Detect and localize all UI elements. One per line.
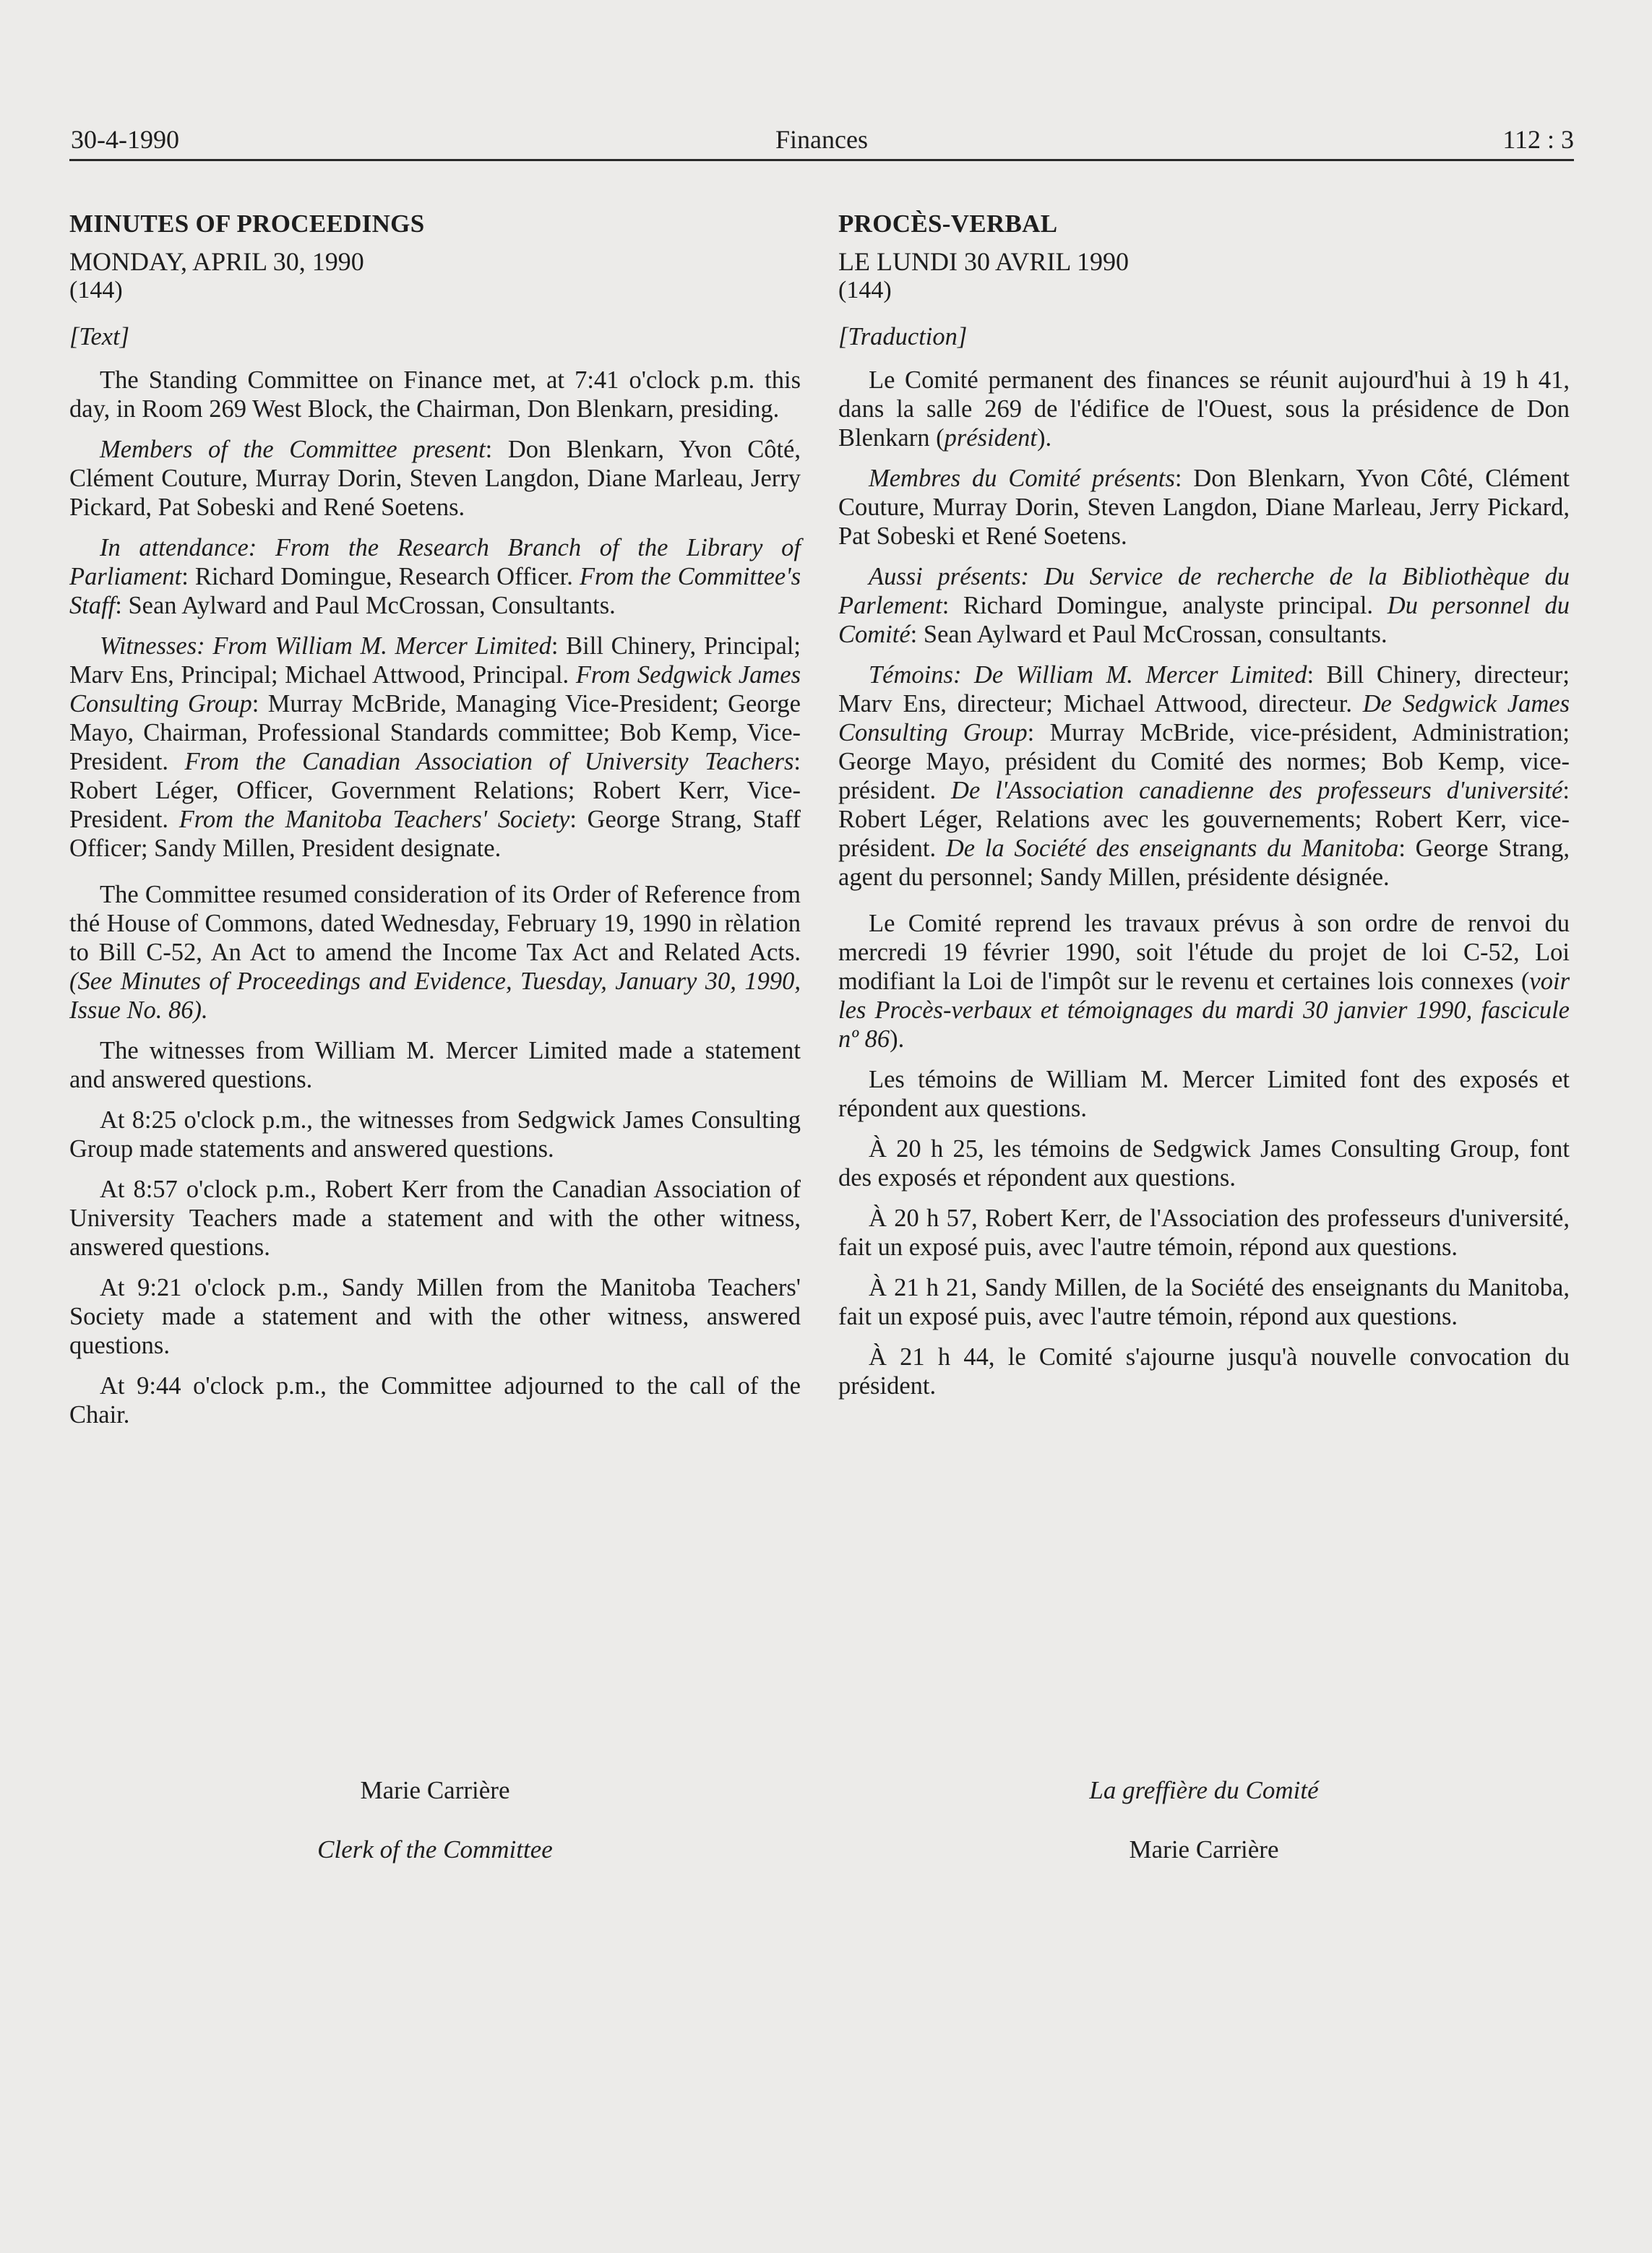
- french-paragraph-members: Membres du Comité présents: Don Blenkarn, Yvon Côté, Clément Couture, Murray Dorin, Steven Langdon, Diane Marleau, Jerry Pickard, Pat Sobeski et René Soetens.: [838, 465, 1570, 550]
- french-sitting-number: (144): [838, 277, 892, 303]
- french-paragraph-meeting: Le Comité permanent des finances se réunit aujourd'hui à 19 h 41, dans la salle 269 de l'édifice de l'Ouest, sous la présidence de Don Blenkarn (président).: [838, 366, 1570, 452]
- french-paragraph-order-of-reference: Le Comité reprend les travaux prévus à son ordre de renvoi du mercredi 19 février 1990, soit l'étude du projet de loi C-52, Loi modifiant la Loi de l'impôt sur le revenu et certaines lois connexes (voir les Procès-verbaux et témoignages du mardi 30 janvier 1990, fascicule nº 86).: [838, 910, 1570, 1053]
- english-heading: MINUTES OF PROCEEDINGS: [69, 210, 425, 238]
- french-paragraph-mercer: Les témoins de William M. Mercer Limited font des exposés et répondent aux questions.: [838, 1066, 1570, 1122]
- english-paragraph-witnesses: Witnesses: From William M. Mercer Limited: Bill Chinery, Principal; Marv Ens, Principal; Michael Attwood, Principal. From Sedgwick James Consulting Group: Murray McBride, Managing Vice-President; George Mayo, Chairman, Professional Standards committee; Bob Kemp, Vice-President. From the Canadian Association of University Teachers: Robert Léger, Officer, Government Relations; Robert Kerr, Vice-President. From the Manitoba Teachers' Society: George Strang, Staff Officer; Sandy Millen, President designate.: [69, 632, 801, 862]
- french-column: [838, 210, 1570, 1412]
- french-paragraph-adjourned: À 21 h 44, le Comité s'ajourne jusqu'à nouvelle convocation du président.: [838, 1343, 1570, 1400]
- french-paragraph-kerr: À 20 h 57, Robert Kerr, de l'Association des professeurs d'université, fait un exposé puis, avec l'autre témoin, répond aux questions.: [838, 1205, 1570, 1261]
- page-header: [69, 121, 1574, 161]
- header-title: Finances: [775, 125, 868, 154]
- french-signature-name: Marie Carrière: [1129, 1835, 1279, 1864]
- french-date: LE LUNDI 30 AVRIL 1990: [838, 247, 1129, 276]
- french-paragraph-witnesses: Témoins: De William M. Mercer Limited: Bill Chinery, directeur; Marv Ens, directeur; Michael Attwood, directeur. De Sedgwick James Consulting Group: Murray McBride, vice-président, Administration; George Mayo, président du Comité des normes; Bob Kemp, vice-président. De l'Association canadienne des professeurs d'université: Robert Léger, Relations avec les gouvernements; Robert Kerr, vice-président. De la Société des enseignants du Manitoba: George Strang, agent du personnel; Sandy Millen, présidente désignée.: [838, 661, 1570, 891]
- french-signature-title: La greffière du Comité: [1089, 1776, 1319, 1804]
- header-page-number: 112 : 3: [1502, 125, 1574, 154]
- french-translation-tag: [Traduction]: [838, 323, 968, 350]
- french-paragraph-attendance: Aussi présents: Du Service de recherche de la Bibliothèque du Parlement: Richard Domingue, analyste principal. Du personnel du Comité: Sean Aylward et Paul McCrossan, consultants.: [838, 563, 1570, 648]
- french-paragraph-millen: À 21 h 21, Sandy Millen, de la Société des enseignants du Manitoba, fait un exposé puis, avec l'autre témoin, répond aux questions.: [838, 1274, 1570, 1330]
- english-text-tag: [Text]: [69, 323, 130, 350]
- english-date: MONDAY, APRIL 30, 1990: [69, 247, 364, 276]
- english-paragraph-mercer: The witnesses from William M. Mercer Limited made a statement and answered questions.: [69, 1037, 801, 1093]
- french-heading: PROCÈS-VERBAL: [838, 210, 1058, 238]
- english-paragraph-attendance: In attendance: From the Research Branch of the Library of Parliament: Richard Domingue, Research Officer. From the Committee's Staff: Sean Aylward and Paul McCrossan, Consultants.: [69, 534, 801, 619]
- english-paragraph-kerr: At 8:57 o'clock p.m., Robert Kerr from the Canadian Association of University Teachers made a statement and with the other witness, answered questions.: [69, 1176, 801, 1261]
- english-signature-title: Clerk of the Committee: [317, 1835, 553, 1864]
- english-column: [69, 210, 801, 1441]
- english-sitting-number: (144): [69, 277, 123, 303]
- english-paragraph-order-of-reference: The Committee resumed consideration of its Order of Reference from thé House of Commons, dated Wednesday, February 19, 1990 in rèlation to Bill C-52, An Act to amend the Income Tax Act and Related Acts. (See Minutes of Proceedings and Evidence, Tuesday, January 30, 1990, Issue No. 86).: [69, 881, 801, 1024]
- english-paragraph-meeting: The Standing Committee on Finance met, at 7:41 o'clock p.m. this day, in Room 269 West Block, the Chairman, Don Blenkarn, presiding.: [69, 366, 801, 423]
- english-paragraph-millen: At 9:21 o'clock p.m., Sandy Millen from the Manitoba Teachers' Society made a statement and with the other witness, answered questions.: [69, 1274, 801, 1359]
- english-paragraph-sedgwick: At 8:25 o'clock p.m., the witnesses from Sedgwick James Consulting Group made statements and answered questions.: [69, 1106, 801, 1163]
- english-paragraph-adjourned: At 9:44 o'clock p.m., the Committee adjourned to the call of the Chair.: [69, 1372, 801, 1429]
- french-paragraph-sedgwick: À 20 h 25, les témoins de Sedgwick James Consulting Group, font des exposés et répondent aux questions.: [838, 1135, 1570, 1192]
- english-paragraph-members: Members of the Committee present: Don Blenkarn, Yvon Côté, Clément Couture, Murray Dorin, Steven Langdon, Diane Marleau, Jerry Pickard, Pat Sobeski and René Soetens.: [69, 436, 801, 521]
- english-signature-name: Marie Carrière: [360, 1776, 510, 1804]
- header-date: 30-4-1990: [71, 125, 179, 154]
